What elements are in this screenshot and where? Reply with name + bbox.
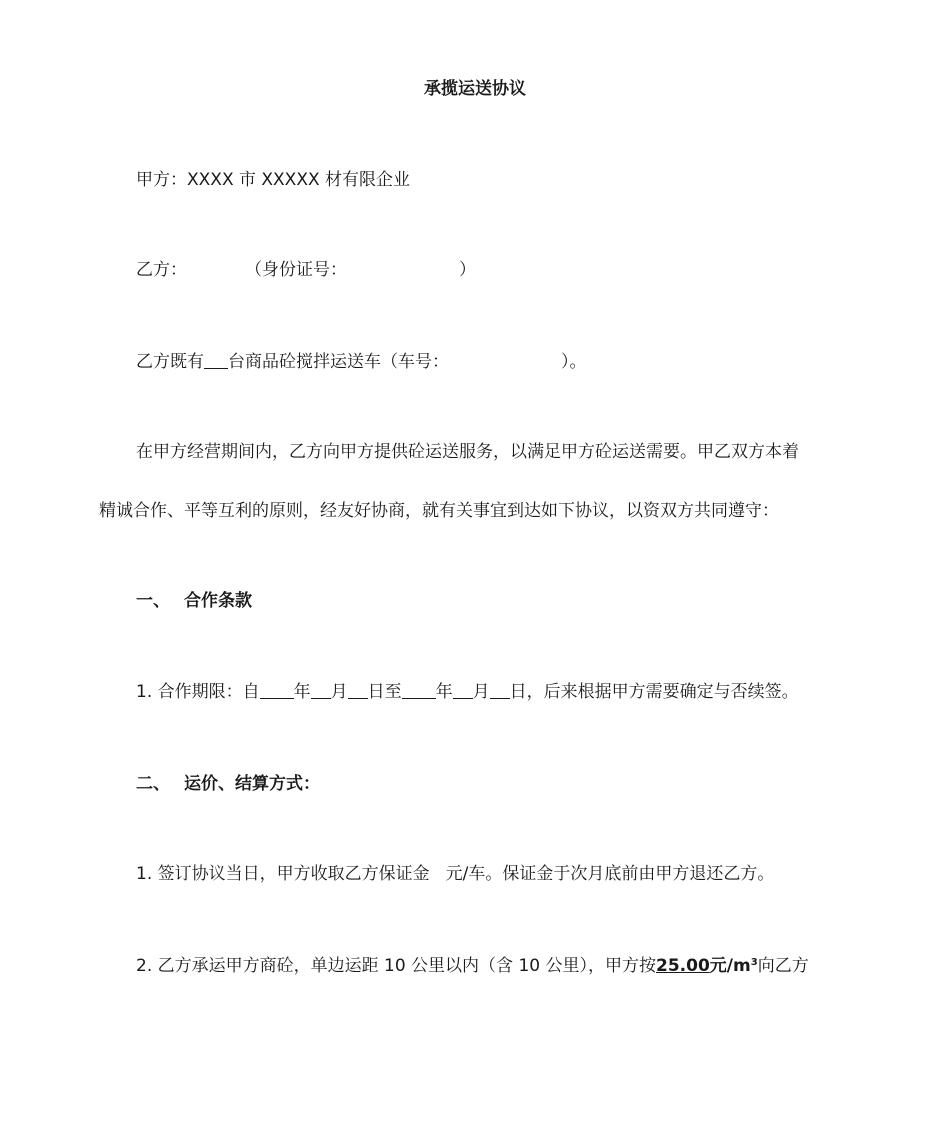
party-a-line: 甲方：XXXX 市 XXXXX 材有限企业 bbox=[136, 170, 411, 190]
section-1-heading bbox=[136, 590, 252, 612]
clause-2-2 bbox=[136, 955, 809, 977]
vehicle-line bbox=[136, 351, 587, 373]
clause-2-2-end: 向乙方 bbox=[757, 956, 809, 976]
blank bbox=[311, 681, 331, 699]
vehicle-suffix: ）。 bbox=[561, 352, 587, 372]
price-unit: 元/m bbox=[709, 956, 751, 976]
price-value: 25.00 bbox=[656, 956, 710, 976]
clause-1-1 bbox=[136, 681, 799, 703]
clause-1-1-month: 月 bbox=[330, 682, 348, 702]
clause-1-1-start: 1. 合作期限：自 bbox=[136, 682, 260, 702]
party-b-label: 乙方： bbox=[136, 260, 187, 280]
clause-1-1-year: 年 bbox=[293, 682, 311, 702]
party-b-id-close: ） bbox=[459, 260, 476, 280]
clause-1-1-end: 日，后来根据甲方需要确定与否续签。 bbox=[509, 682, 799, 702]
section-2-title: 运价、结算方式： bbox=[184, 774, 320, 794]
clause-1-1-day: 日至 bbox=[367, 682, 402, 702]
section-2-heading bbox=[136, 773, 320, 795]
clause-2-1-rest: 元/车。保证金于次月底前由甲方退还乙方。 bbox=[445, 864, 775, 884]
vehicle-mid: 台商品砼搅拌运送车（车号： bbox=[228, 352, 449, 372]
party-b-line bbox=[136, 259, 476, 281]
blank bbox=[453, 681, 473, 699]
clause-2-2-start: 2. 乙方承运甲方商砼，单边运距 10 公里以内（含 10 公里），甲方按 bbox=[136, 956, 657, 976]
vehicle-prefix: 乙方既有 bbox=[136, 352, 204, 372]
section-1-title: 合作条款 bbox=[184, 591, 252, 611]
price-unit-sup: 3 bbox=[750, 957, 758, 968]
clause-2-1-start: 1. 签订协议当日，甲方收取乙方保证金 bbox=[136, 864, 430, 884]
document-title: 承揽运送协议 bbox=[424, 79, 526, 99]
party-b-id-open: （身份证号： bbox=[245, 260, 347, 280]
clause-1-1-year2: 年 bbox=[435, 682, 453, 702]
intro-line-1: 在甲方经营期间内，乙方向甲方提供砼运送服务，以满足甲方砼运送需要。甲乙双方本着 bbox=[136, 442, 799, 462]
clause-1-1-month2: 月 bbox=[472, 682, 490, 702]
blank bbox=[490, 681, 510, 699]
blank bbox=[402, 681, 436, 699]
section-2-number: 二、 bbox=[136, 774, 170, 794]
clause-2-1 bbox=[136, 863, 774, 885]
blank bbox=[348, 681, 368, 699]
blank bbox=[260, 681, 294, 699]
intro-line-2: 精诚合作、平等互利的原则，经友好协商，就有关事宜到达如下协议，以资双方共同遵守： bbox=[99, 501, 779, 521]
vehicle-count-blank bbox=[204, 351, 228, 369]
section-1-number: 一、 bbox=[136, 591, 170, 611]
